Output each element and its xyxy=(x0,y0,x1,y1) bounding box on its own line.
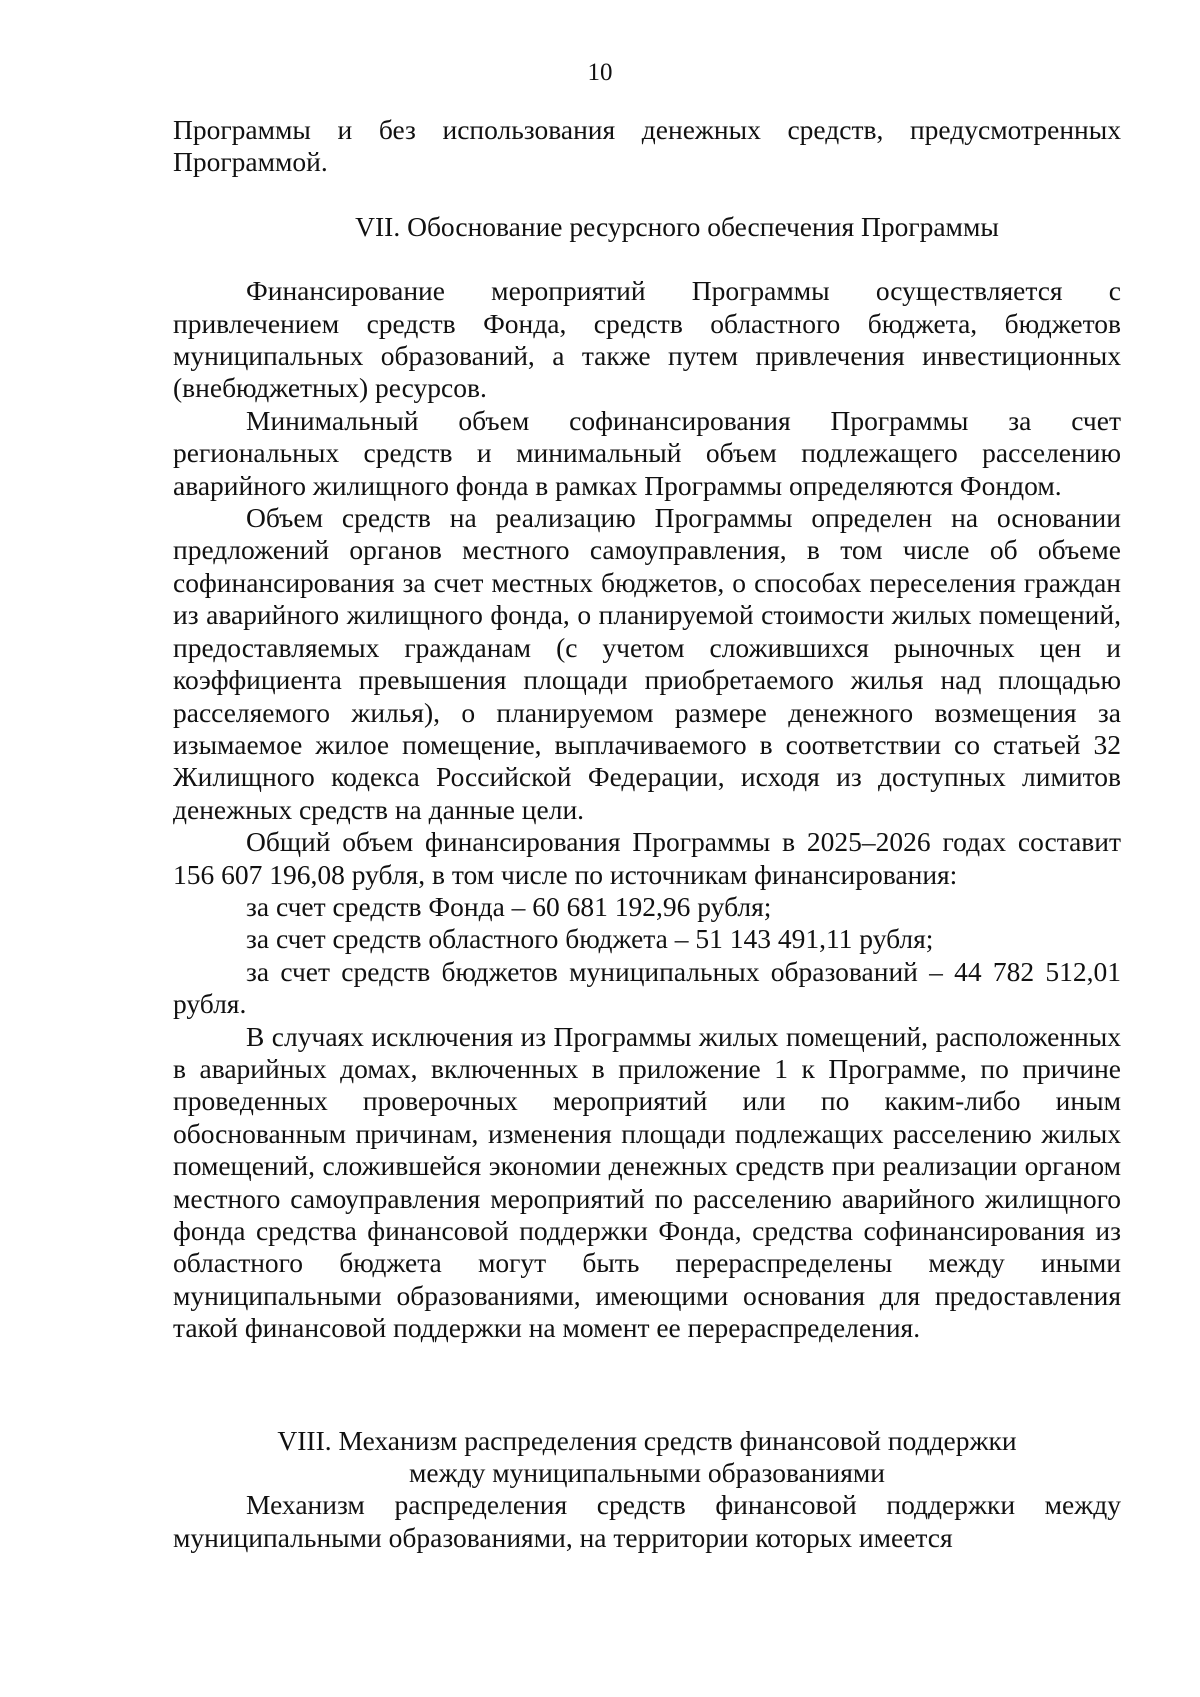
section-7-paragraph-4: Общий объем финансирования Программы в 2025–2026 годах составит 156 607 196,08 рубля, в том числе по источникам финансирования: xyxy=(173,826,1121,890)
section-7-paragraph-3: Объем средств на реализацию Программы определен на основании предложений органов местного самоуправления, в том числе об объеме софинансирования за счет местных бюджетов, о способах переселения граждан из аварийного жилищного фонда, о планируемой стоимости жилых помещений, предоставляемых гражданам (с учетом сложившихся рыночных цен и коэффициента превышения площади приобретаемого жилья над площадью расселяемого жилья), о планируемом размере денежного возмещения за изымаемое жилое помещение, выплачиваемого в соответствии со статьей 32 Жилищного кодекса Российской Федерации, исходя из доступных лимитов денежных средств на данные цели. xyxy=(173,502,1121,825)
section-8-title-line-1: VIII. Механизм распределения средств финансовой поддержки xyxy=(277,1424,1017,1456)
page-number: 10 xyxy=(587,59,613,86)
intro-paragraph: Программы и без использования денежных средств, предусмотренных Программой. xyxy=(173,114,1121,178)
funding-municipal-line: за счет средств бюджетов муниципальных образований – 44 782 512,01 рубля. xyxy=(173,955,1121,1020)
funding-regional-line: за счет средств областного бюджета – 51 143 491,11 рубля; xyxy=(246,923,934,955)
section-7-paragraph-2: Минимальный объем софинансирования Программы за счет региональных средств и минимальный объем подлежащего расселению аварийного жилищного фонда в рамках Программы определяются Фондом. xyxy=(173,404,1121,501)
funding-fund-line: за счет средств Фонда – 60 681 192,96 рубля; xyxy=(246,890,772,922)
section-7-paragraph-8: В случаях исключения из Программы жилых помещений, расположенных в аварийных домах, включенных в приложение 1 к Программе, по причине проведенных проверочных мероприятий или по каким-либо иным обоснованным причинам, изменения площади подлежащих расселению жилых помещений, сложившейся экономии денежных средств при реализации органом местного самоуправления мероприятий по расселению аварийного жилищного фонда средства финансовой поддержки Фонда, средства софинансирования из областного бюджета могут быть перераспределены между иными муниципальными образованиями, имеющими основания для предоставления такой финансовой поддержки на момент ее перераспределения. xyxy=(173,1020,1121,1344)
section-8-paragraph-1: Механизм распределения средств финансовой поддержки между муниципальными образованиями, на территории которых имеется xyxy=(173,1489,1121,1553)
document-body xyxy=(173,114,1121,1554)
section-8-title xyxy=(173,1425,1121,1490)
section-7-title: VII. Обоснование ресурсного обеспечения Программы xyxy=(355,210,999,242)
section-8-title-line-2: между муниципальными образованиями xyxy=(408,1457,886,1489)
section-7-paragraph-1: Финансирование мероприятий Программы осуществляется с привлечением средств Фонда, средств областного бюджета, бюджетов муниципальных образований, а также путем привлечения инвестиционных (внебюджетных) ресурсов. xyxy=(173,275,1121,404)
